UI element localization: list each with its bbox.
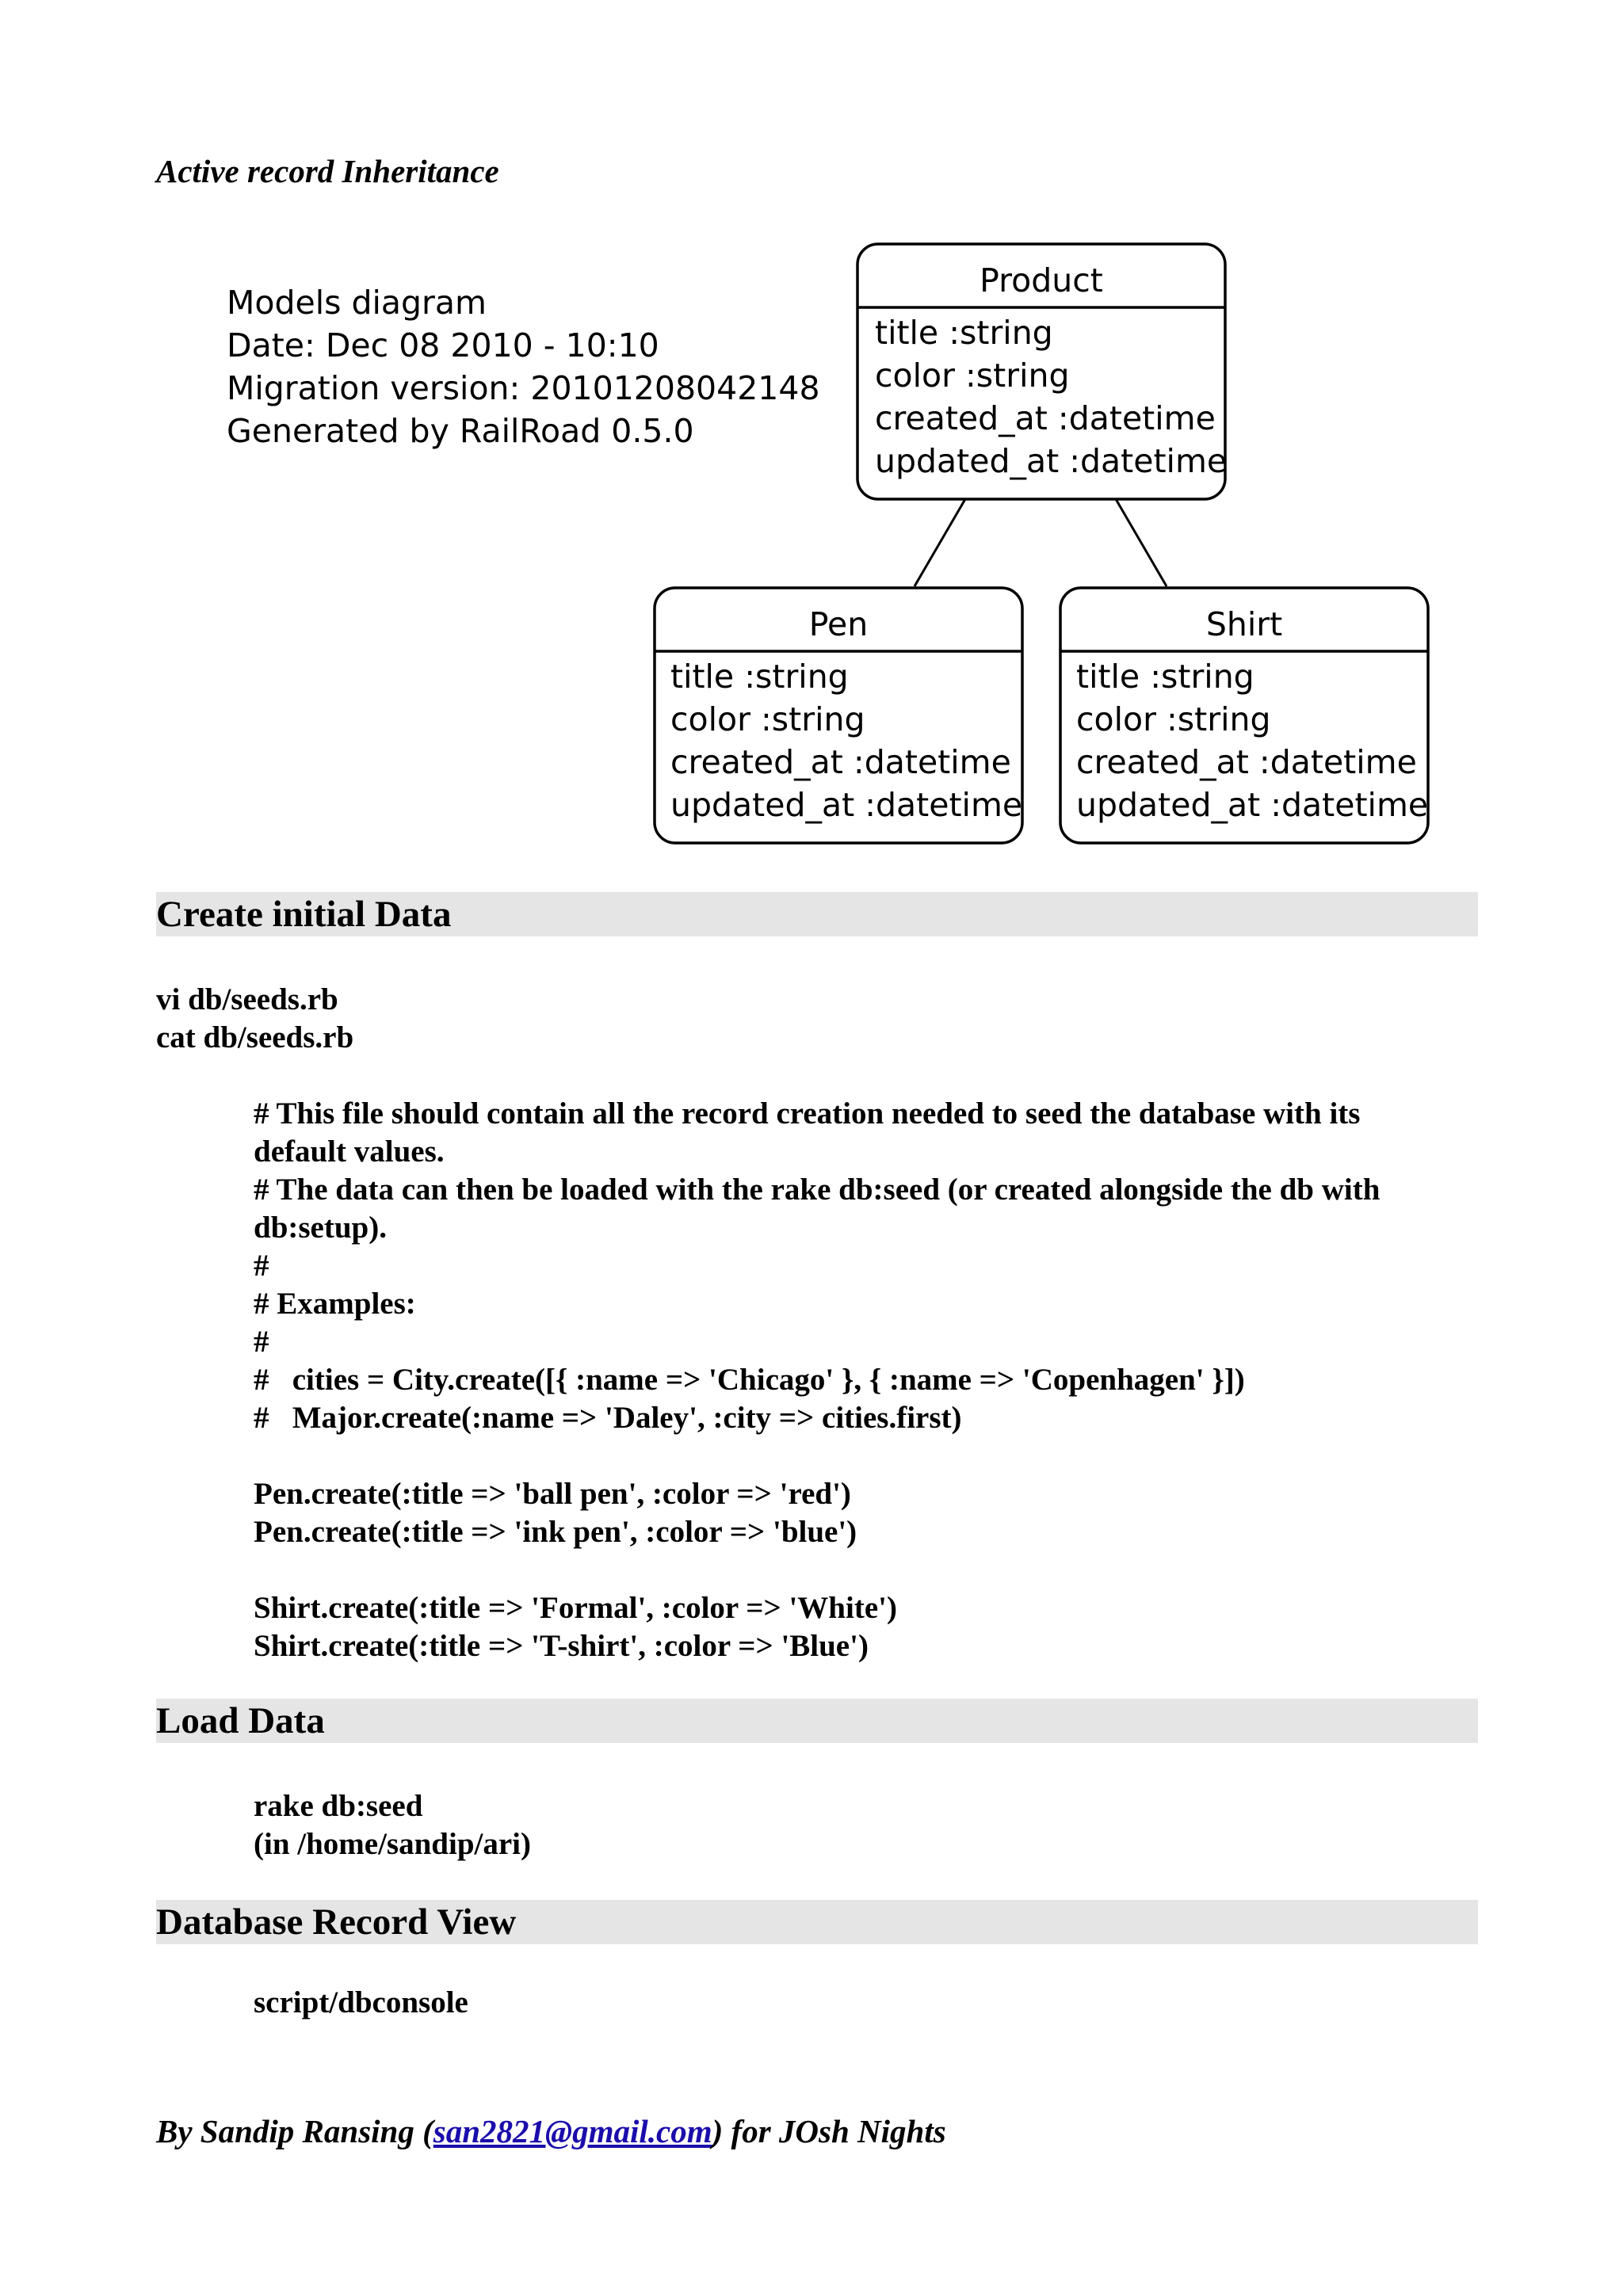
code-line: Pen.create(:title => 'ink pen', :color => 'blue') <box>254 1515 857 1549</box>
code-line: # <box>254 1249 269 1283</box>
command-line: cat db/seeds.rb <box>156 1020 354 1055</box>
section-heading-create-initial-data: Create initial Data <box>156 894 452 935</box>
code-line: # This file should contain all the record creation needed to seed the database with its <box>254 1097 1361 1131</box>
model-field: title :string <box>670 658 849 696</box>
model-field: title :string <box>875 314 1053 352</box>
code-line: # Major.create(:name => 'Daley', :city => cities.first) <box>254 1401 962 1435</box>
model-field: color :string <box>1076 700 1271 738</box>
author-email-link[interactable]: san2821@gmail.com <box>433 2113 712 2149</box>
code-line: db:setup). <box>254 1211 387 1245</box>
page-title: Active record Inheritance <box>156 153 499 189</box>
code-line: (in /home/sandip/ari) <box>254 1827 531 1861</box>
inheritance-link-pen <box>915 499 965 586</box>
models-diagram <box>214 238 1450 856</box>
diagram-info-generator: Generated by RailRoad 0.5.0 <box>227 412 694 450</box>
model-box-shirt <box>1060 588 1428 843</box>
inheritance-link-shirt <box>1116 499 1167 586</box>
diagram-info-migration: Migration version: 20101208042148 <box>227 369 820 407</box>
section-heading-load-data: Load Data <box>156 1700 325 1741</box>
footer-prefix: By Sandip Ransing ( <box>156 2113 433 2149</box>
model-name-pen: Pen <box>808 605 869 643</box>
diagram-info <box>227 284 820 450</box>
section-heading-database-record-view: Database Record View <box>156 1901 517 1943</box>
code-line: # Examples: <box>254 1287 416 1321</box>
code-line: # The data can then be loaded with the rake db:seed (or created alongside the db with <box>254 1173 1381 1207</box>
code-line: Shirt.create(:title => 'Formal', :color => 'White') <box>254 1591 897 1625</box>
author-footer <box>156 2112 946 2150</box>
model-field: title :string <box>1076 658 1254 696</box>
model-field: created_at :datetime <box>1076 743 1417 781</box>
model-box-pen <box>655 588 1022 843</box>
model-field: created_at :datetime <box>670 743 1011 781</box>
model-field: color :string <box>670 700 865 738</box>
code-line: Shirt.create(:title => 'T-shirt', :color => 'Blue') <box>254 1629 869 1663</box>
section-bar-load-data <box>156 1699 1478 1743</box>
code-line: rake db:seed <box>254 1789 423 1823</box>
model-field: created_at :datetime <box>875 399 1216 437</box>
model-name-shirt: Shirt <box>1205 605 1283 643</box>
model-field: updated_at :datetime <box>1076 786 1429 824</box>
model-name-product: Product <box>980 261 1103 299</box>
diagram-info-title: Models diagram <box>227 284 487 322</box>
code-line: # cities = City.create([{ :name => 'Chicago' }, { :name => 'Copenhagen' }]) <box>254 1363 1245 1397</box>
command-line: vi db/seeds.rb <box>156 982 338 1016</box>
code-line: default values. <box>254 1135 445 1169</box>
code-line: script/dbconsole <box>254 1985 468 2019</box>
model-field: updated_at :datetime <box>875 442 1228 480</box>
code-line: Pen.create(:title => 'ball pen', :color => 'red') <box>254 1477 851 1511</box>
model-field: color :string <box>875 357 1070 395</box>
footer-suffix: ) for JOsh Nights <box>712 2113 946 2149</box>
model-field: updated_at :datetime <box>670 786 1023 824</box>
code-line: # <box>254 1325 269 1359</box>
model-box-product <box>857 244 1227 499</box>
diagram-info-date: Date: Dec 08 2010 - 10:10 <box>227 326 659 364</box>
